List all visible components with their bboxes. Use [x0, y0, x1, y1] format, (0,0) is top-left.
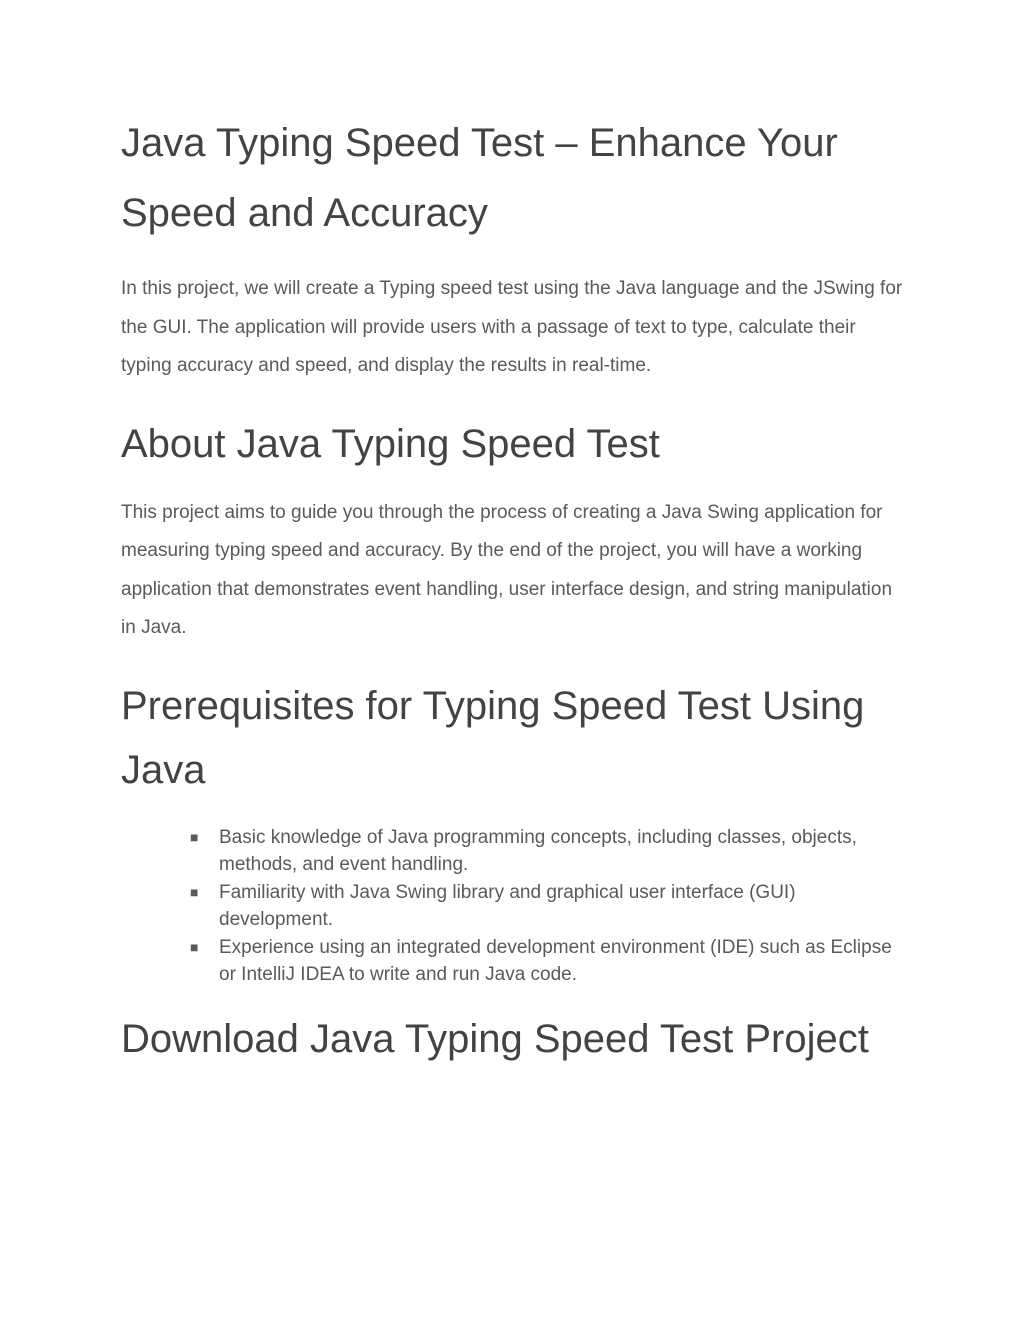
download-heading: Download Java Typing Speed Test Project [121, 1016, 869, 1061]
list-item [187, 824, 911, 879]
page-title: Java Typing Speed Test – Enhance Your Speed and Accuracy [121, 121, 838, 235]
list-item [187, 879, 911, 934]
square-bullet-icon: ■ [190, 828, 199, 845]
document-page [121, 108, 911, 1071]
about-heading: About Java Typing Speed Test [121, 421, 660, 466]
about-paragraph: This project aims to guide you through the process of creating a Java Swing application for measuring typing speed and accuracy. By the end of the project, you will have a working application that demonstrates event handling, user interface design, and string manipulation in Java. [121, 501, 893, 638]
intro-paragraph: In this project, we will create a Typing speed test using the Java language and the JSwing for the GUI. The application will provide users with a passage of text to type, calculate their typing accuracy and speed, and display the results in real-time. [121, 278, 903, 376]
list-item-text: Experience using an integrated development environment (IDE) such as Eclipse or IntelliJ IDEA to write and run Java code. [219, 936, 892, 985]
square-bullet-icon: ■ [190, 883, 199, 900]
square-bullet-icon: ■ [190, 938, 199, 955]
list-item-text: Basic knowledge of Java programming concepts, including classes, objects, methods, and event handling. [219, 826, 857, 875]
list-item [187, 934, 911, 989]
prerequisites-heading: Prerequisites for Typing Speed Test Using Java [121, 683, 865, 792]
prerequisites-list [121, 824, 911, 989]
list-item-text: Familiarity with Java Swing library and graphical user interface (GUI) development. [219, 881, 796, 930]
